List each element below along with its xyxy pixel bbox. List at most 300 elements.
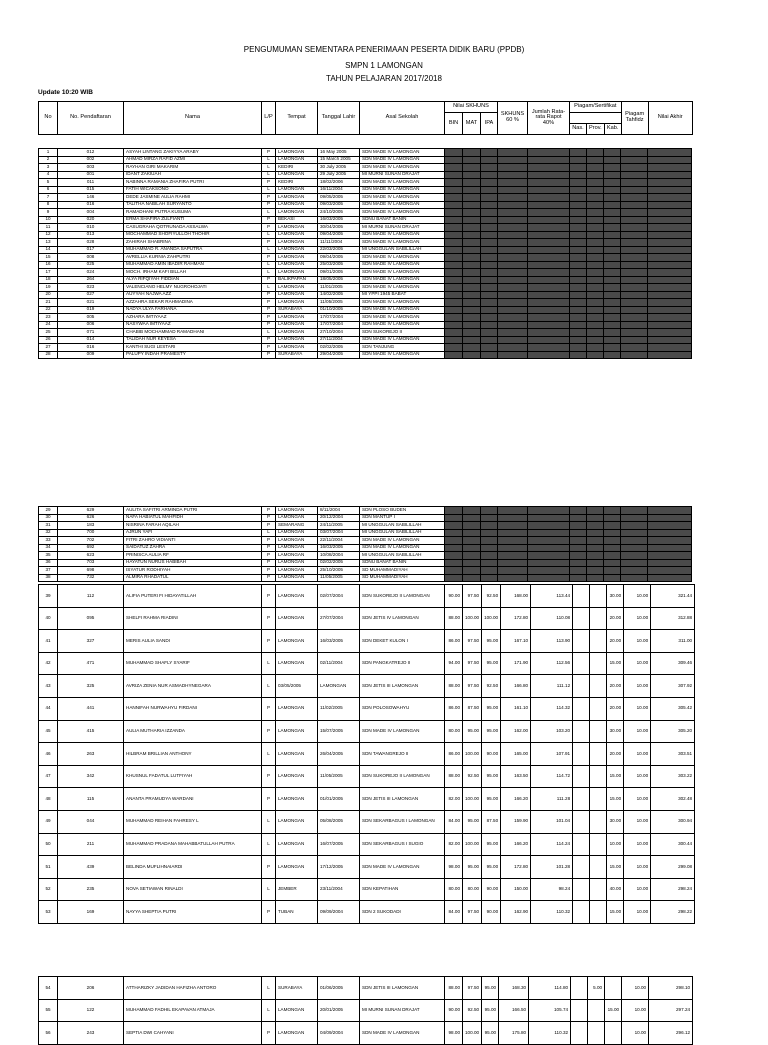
cell-national <box>573 675 590 698</box>
cell-regency <box>604 552 621 560</box>
cell-rapot <box>528 149 570 157</box>
table-row <box>39 514 692 522</box>
cell-ipa: 95.00 <box>482 856 501 879</box>
cell-name: ALIFIA PUTERI FI HIDAYATILLAH <box>124 585 262 608</box>
cell-national <box>573 630 590 653</box>
cell-gender: P <box>262 201 276 209</box>
cell-school: SDN MADE IV LAMONGAN <box>360 209 445 217</box>
cell-bin <box>445 239 463 247</box>
cell-no: 3 <box>39 164 58 172</box>
cell-mat <box>463 306 481 314</box>
cell-name: AZZAHRA SEKAR RAHMADINA <box>124 299 262 307</box>
cell-rapot <box>528 537 570 545</box>
cell-ipa <box>481 567 498 575</box>
cell-final-score: 311.00 <box>651 630 695 653</box>
cell-province <box>587 156 604 164</box>
col-school: Asal Sekolah <box>360 102 445 135</box>
col-birthplace: Tempat <box>276 102 318 135</box>
cell-birthplace: LAMONGAN <box>276 149 318 157</box>
cell-rapot <box>528 239 570 247</box>
cell-skhuns <box>498 186 528 194</box>
cell-regency: 20.00 <box>607 675 624 698</box>
cell-school: SD MUHAMMADIYAH <box>360 567 445 575</box>
cell-birthplace: 03/05/2005 <box>276 675 318 698</box>
cell-no: 50 <box>39 833 58 856</box>
cell-school: SDN MADE IV LAMONGAN <box>360 186 445 194</box>
cell-school: SDNU BANAT BANIN <box>360 559 445 567</box>
cell-registration-no: 005 <box>58 314 124 322</box>
cell-national <box>573 810 590 833</box>
cell-birthdate: 20/01/2005 <box>318 999 360 1022</box>
table-row <box>39 261 692 269</box>
cell-birthplace: LAMONGAN <box>276 224 318 232</box>
cell-ipa <box>481 351 498 359</box>
cell-registration-no: 732 <box>58 574 124 582</box>
table-row <box>39 537 692 545</box>
cell-mat: 100.00 <box>463 788 482 811</box>
cell-bin: 98.00 <box>445 856 463 879</box>
cell-gender: P <box>262 507 276 515</box>
cell-tahfidz: 10.00 <box>624 788 651 811</box>
cell-rapot <box>528 344 570 352</box>
cell-regency <box>604 171 621 179</box>
table-row <box>39 149 692 157</box>
cell-birthdate: 09/04/2005 <box>318 254 360 262</box>
table-row <box>39 351 692 359</box>
cell-skhuns <box>498 246 528 254</box>
cell-registration-no: 015 <box>58 186 124 194</box>
cell-gender: P <box>262 552 276 560</box>
cell-birthplace: LAMONGAN <box>276 231 318 239</box>
cell-final-score <box>648 164 692 172</box>
table-row <box>39 559 692 567</box>
cell-national <box>570 291 587 299</box>
cell-rapot <box>528 179 570 187</box>
cell-birthdate: 17/07/2004 <box>318 321 360 329</box>
cell-birthplace: KEDIRI <box>276 164 318 172</box>
cell-final-score <box>648 231 692 239</box>
cell-school: MI MURNI SUNAN DRAJAT <box>360 171 445 179</box>
cell-tahfidz <box>621 514 648 522</box>
cell-school: SDN MADE IV LAMONGAN <box>360 156 445 164</box>
cell-ipa <box>481 314 498 322</box>
cell-mat <box>463 529 481 537</box>
table-row <box>39 291 692 299</box>
cell-skhuns <box>498 529 528 537</box>
cell-final-score <box>648 344 692 352</box>
cell-name: AUYYAH NAJWA AZZ <box>124 291 262 299</box>
cell-rapot <box>528 201 570 209</box>
cell-mat <box>463 336 481 344</box>
cell-province <box>588 999 605 1022</box>
cell-ipa: 92.50 <box>482 585 501 608</box>
cell-regency <box>604 574 621 582</box>
cell-registration-no: 439 <box>58 856 124 879</box>
cell-national <box>571 999 588 1022</box>
cell-skhuns <box>498 179 528 187</box>
table-row <box>39 299 692 307</box>
cell-mat <box>463 216 481 224</box>
cell-ipa <box>481 239 498 247</box>
table-row <box>39 254 692 262</box>
cell-ipa: 95.00 <box>482 1022 499 1045</box>
cell-name: AULITA SAFITRI ARMINDA PUTRI <box>124 507 262 515</box>
cell-province <box>590 788 607 811</box>
cell-mat <box>463 209 481 217</box>
cell-rapot: 111.12 <box>531 675 573 698</box>
cell-no: 52 <box>39 878 58 901</box>
cell-tahfidz <box>621 329 648 337</box>
cell-ipa <box>481 306 498 314</box>
cell-ipa <box>481 522 498 530</box>
cell-school: SDN PANGKATREJO II <box>360 652 445 675</box>
cell-gender: P <box>262 291 276 299</box>
cell-regency <box>604 507 621 515</box>
cell-birthdate: 25/10/2005 <box>318 567 360 575</box>
cell-registration-no: 024 <box>58 269 124 277</box>
cell-province <box>587 351 604 359</box>
cell-registration-no: 021 <box>58 299 124 307</box>
cell-registration-no: 327 <box>58 630 124 653</box>
cell-mat <box>463 224 481 232</box>
cell-skhuns: 159.90 <box>501 810 531 833</box>
cell-name: VALENCIANO HELMY NUGROHOJATI <box>124 284 262 292</box>
cell-tahfidz <box>621 269 648 277</box>
cell-registration-no: 044 <box>58 810 124 833</box>
cell-name: NADYA ULYA FARHANA <box>124 306 262 314</box>
cell-bin <box>445 344 463 352</box>
cell-school: SDN MADE IV LAMONGAN <box>360 314 445 322</box>
cell-name: HAYATUN NURUS HABIBAH <box>124 559 262 567</box>
cell-regency <box>604 559 621 567</box>
cell-school: SD MUHAMMADIYAH <box>360 574 445 582</box>
cell-name: PALUPY INDAH PRAMESTY <box>124 351 262 359</box>
cell-tahfidz <box>621 552 648 560</box>
cell-national <box>573 765 590 788</box>
cell-birthplace: LAMONGAN <box>276 833 318 856</box>
cell-province <box>590 675 607 698</box>
cell-registration-no: 235 <box>58 878 124 901</box>
cell-province <box>587 284 604 292</box>
cell-no: 13 <box>39 239 58 247</box>
cell-no: 54 <box>39 977 58 1000</box>
cell-name: AVRELLIA KURNIA ZAHPUTRI <box>124 254 262 262</box>
cell-birthdate: 30 July 2005 <box>318 164 360 172</box>
cell-province <box>590 697 607 720</box>
cell-school: SDN MADE IV LAMONGAN <box>360 321 445 329</box>
cell-registration-no: 095 <box>58 607 124 630</box>
cell-province <box>587 507 604 515</box>
cell-regency <box>604 299 621 307</box>
cell-mat <box>463 269 481 277</box>
cell-national <box>570 574 587 582</box>
cell-regency <box>605 977 622 1000</box>
cell-school: SDN MADE IV LAMONGAN <box>360 149 445 157</box>
cell-tahfidz <box>621 216 648 224</box>
cell-birthdate: 23/11/2004 <box>318 878 360 901</box>
cell-ipa: 87.50 <box>482 810 501 833</box>
cell-birthdate: 11/05/2005 <box>318 765 360 788</box>
cell-tahfidz: 10.00 <box>624 810 651 833</box>
cell-ipa: 95.00 <box>482 999 499 1022</box>
cell-birthdate: 09/03/2005 <box>318 201 360 209</box>
table-row <box>39 216 692 224</box>
cell-regency: 20.00 <box>607 697 624 720</box>
cell-final-score <box>648 284 692 292</box>
cell-province <box>587 299 604 307</box>
cell-birthplace: LAMONGAN <box>276 246 318 254</box>
cell-rapot <box>528 216 570 224</box>
cell-final-score <box>648 156 692 164</box>
cell-birthplace: LAMONGAN <box>276 254 318 262</box>
cell-regency <box>604 284 621 292</box>
cell-mat: 97.50 <box>463 901 482 924</box>
cell-gender: P <box>262 254 276 262</box>
cell-name: MERIS AULIA SANDI <box>124 630 262 653</box>
cell-birthdate: 11/11/2004 <box>318 239 360 247</box>
cell-regency <box>604 329 621 337</box>
cell-school: MI UNGGULAN SABILILLAH <box>360 552 445 560</box>
cell-no: 19 <box>39 284 58 292</box>
cell-no: 10 <box>39 216 58 224</box>
cell-birthplace: LAMONGAN <box>276 269 318 277</box>
cell-registration-no: 010 <box>58 224 124 232</box>
cell-birthdate: 29 July 2005 <box>318 171 360 179</box>
cell-no: 6 <box>39 186 58 194</box>
cell-bin: 84.00 <box>445 901 463 924</box>
cell-no: 7 <box>39 194 58 202</box>
cell-bin: 80.00 <box>445 878 463 901</box>
cell-birthdate: 18/05/2005 <box>318 276 360 284</box>
cell-regency <box>604 201 621 209</box>
col-rapot: Jumlah Rata-rata Rapot 40% <box>528 102 570 135</box>
cell-school: SDN TAWANGREJO II <box>360 743 445 766</box>
cell-school: SDN MADE IV LAMONGAN <box>360 544 445 552</box>
cell-no: 26 <box>39 336 58 344</box>
cell-tahfidz <box>621 507 648 515</box>
cell-birthdate: 10/08/2004 <box>318 552 360 560</box>
cell-skhuns <box>498 314 528 322</box>
cell-no: 24 <box>39 321 58 329</box>
cell-tahfidz <box>621 239 648 247</box>
cell-skhuns: 172.80 <box>501 607 531 630</box>
cell-rapot <box>528 552 570 560</box>
cell-registration-no: 703 <box>58 559 124 567</box>
cell-birthplace: SURABAYA <box>276 977 318 1000</box>
cell-birthdate: 11/05/2005 <box>318 299 360 307</box>
cell-birthdate: 20/12/2004 <box>318 514 360 522</box>
table-row <box>39 201 692 209</box>
cell-national <box>573 901 590 924</box>
cell-birthdate: 02/11/2004 <box>318 652 360 675</box>
cell-mat <box>463 552 481 560</box>
cell-final-score <box>648 314 692 322</box>
table-row <box>39 186 692 194</box>
cell-tahfidz <box>621 299 648 307</box>
cell-bin <box>445 507 463 515</box>
cell-birthplace: LAMONGAN <box>276 156 318 164</box>
cell-regency: 20.00 <box>607 630 624 653</box>
col-final-score: Nilai Akhir <box>648 102 692 135</box>
cell-gender: P <box>262 299 276 307</box>
cell-skhuns <box>498 559 528 567</box>
cell-national <box>570 559 587 567</box>
table-row <box>39 833 695 856</box>
cell-national <box>570 276 587 284</box>
cell-province <box>587 336 604 344</box>
cell-tahfidz <box>621 246 648 254</box>
cell-gender: P <box>262 194 276 202</box>
cell-mat <box>463 179 481 187</box>
cell-final-score <box>648 507 692 515</box>
cell-registration-no: 471 <box>58 652 124 675</box>
table-row <box>39 276 692 284</box>
table-row <box>39 522 692 530</box>
cell-ipa: 95.00 <box>482 697 501 720</box>
cell-mat: 100.00 <box>463 1022 482 1045</box>
cell-bin <box>445 231 463 239</box>
cell-skhuns: 175.80 <box>499 1022 529 1045</box>
cell-national <box>573 697 590 720</box>
cell-skhuns: 166.20 <box>501 833 531 856</box>
cell-bin: 84.00 <box>445 810 463 833</box>
cell-school: SDN MADE IV LAMONGAN <box>360 1022 445 1045</box>
cell-gender: P <box>262 351 276 359</box>
col-national: Nas. <box>570 124 587 135</box>
cell-gender: L <box>262 171 276 179</box>
cell-registration-no: 263 <box>58 743 124 766</box>
cell-province <box>587 306 604 314</box>
cell-tahfidz <box>621 559 648 567</box>
cell-school: MI UNGGULAN SABILILLAH <box>360 529 445 537</box>
cell-no: 27 <box>39 344 58 352</box>
cell-birthplace: LAMONGAN <box>276 544 318 552</box>
cell-gender: L <box>262 329 276 337</box>
cell-gender: L <box>262 810 276 833</box>
cell-gender: P <box>262 336 276 344</box>
cell-no: 31 <box>39 522 58 530</box>
cell-name: ASYAH LINTANG ZAKIYYA ARABY <box>124 149 262 157</box>
cell-birthdate: 01/10/2005 <box>318 306 360 314</box>
cell-province <box>590 585 607 608</box>
cell-registration-no: 342 <box>58 765 124 788</box>
cell-birthdate: 16/11/2004 <box>318 186 360 194</box>
cell-skhuns: 150.00 <box>501 878 531 901</box>
cell-rapot: 112.56 <box>531 652 573 675</box>
cell-school: MI UNGGULAN SABILILLAH <box>360 246 445 254</box>
cell-rapot <box>528 284 570 292</box>
cell-final-score: 300.44 <box>651 833 695 856</box>
cell-regency <box>604 179 621 187</box>
cell-birthplace: LAMONGAN <box>276 552 318 560</box>
cell-gender: P <box>262 567 276 575</box>
cell-skhuns <box>498 269 528 277</box>
cell-skhuns <box>498 306 528 314</box>
cell-tahfidz: 10.00 <box>624 697 651 720</box>
cell-birthplace: LAMONGAN <box>276 652 318 675</box>
cell-bin: 82.00 <box>445 833 463 856</box>
cell-national <box>570 529 587 537</box>
cell-skhuns <box>498 344 528 352</box>
cell-national <box>570 522 587 530</box>
cell-tahfidz <box>621 186 648 194</box>
cell-gender: P <box>262 224 276 232</box>
table-row <box>39 306 692 314</box>
cell-mat <box>463 544 481 552</box>
cell-school: SDN MADE IV LAMONGAN <box>360 276 445 284</box>
cell-tahfidz <box>621 351 648 359</box>
cell-tahfidz: 10.00 <box>624 720 651 743</box>
cell-bin: 98.00 <box>445 1022 463 1045</box>
cell-no: 53 <box>39 901 58 924</box>
cell-bin <box>445 329 463 337</box>
cell-final-score <box>648 306 692 314</box>
cell-school: SDN MANTUP I <box>360 514 445 522</box>
table-row <box>39 171 692 179</box>
cell-registration-no: 019 <box>58 306 124 314</box>
cell-birthplace: LAMONGAN <box>276 1022 318 1045</box>
cell-registration-no: 115 <box>58 788 124 811</box>
cell-national <box>570 351 587 359</box>
cell-rapot <box>528 156 570 164</box>
cell-tahfidz: 10.00 <box>624 856 651 879</box>
cell-mat <box>463 261 481 269</box>
cell-gender: L <box>262 675 276 698</box>
cell-rapot: 111.28 <box>531 788 573 811</box>
cell-tahfidz <box>621 321 648 329</box>
cell-regency <box>604 224 621 232</box>
cell-no: 8 <box>39 201 58 209</box>
cell-regency <box>604 336 621 344</box>
cell-gender: P <box>262 630 276 653</box>
cell-national <box>570 507 587 515</box>
cell-rapot <box>528 544 570 552</box>
cell-no: 37 <box>39 567 58 575</box>
cell-province <box>587 261 604 269</box>
cell-tahfidz <box>621 261 648 269</box>
cell-mat <box>463 344 481 352</box>
cell-final-score <box>648 269 692 277</box>
cell-gender: L <box>262 833 276 856</box>
cell-rapot <box>528 209 570 217</box>
cell-school: SDN MADE IV LAMONGAN <box>360 351 445 359</box>
cell-no: 14 <box>39 246 58 254</box>
cell-ipa <box>481 291 498 299</box>
table-row <box>39 314 692 322</box>
cell-final-score <box>648 537 692 545</box>
cell-school: MI UNGGULAN SABILILLAH <box>360 522 445 530</box>
cell-province <box>590 720 607 743</box>
table-row <box>39 607 695 630</box>
cell-birthdate: 8/11/2004 <box>318 507 360 515</box>
cell-no: 29 <box>39 507 58 515</box>
cell-gender: P <box>262 544 276 552</box>
cell-national <box>570 544 587 552</box>
cell-rapot <box>528 321 570 329</box>
cell-bin <box>445 224 463 232</box>
cell-birthplace: LAMONGAN <box>276 559 318 567</box>
cell-tahfidz <box>621 164 648 172</box>
cell-skhuns <box>498 239 528 247</box>
cell-tahfidz: 10.00 <box>624 675 651 698</box>
cell-province <box>590 856 607 879</box>
cell-no: 2 <box>39 156 58 164</box>
cell-gender: P <box>262 321 276 329</box>
cell-ipa <box>481 537 498 545</box>
cell-regency <box>604 261 621 269</box>
cell-national <box>570 314 587 322</box>
cell-province <box>587 179 604 187</box>
